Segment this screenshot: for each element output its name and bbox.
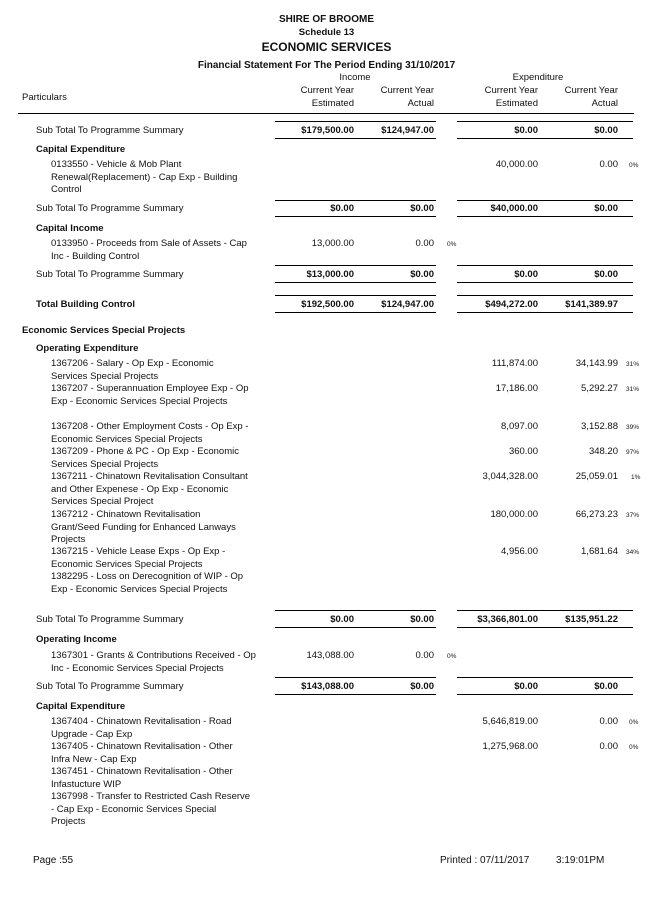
expenditure-actual: 25,059.01	[575, 471, 618, 482]
expenditure-actual: $0.00	[594, 269, 618, 280]
operating-income-heading: Operating Income	[36, 634, 117, 645]
income-actual-header: Current Year Actual	[380, 85, 434, 109]
expenditure-estimated: 8,097.00	[501, 421, 538, 432]
divider	[275, 627, 436, 628]
shire-name: SHIRE OF BROOME	[278, 14, 374, 25]
line-item-description: 1367451 - Chinatown Revitalisation - Other Infastucture WIP	[51, 766, 233, 790]
page-number: Page :55	[33, 855, 74, 866]
income-actual: 0.00	[415, 238, 434, 249]
expenditure-estimated: 17,186.00	[495, 383, 538, 394]
capital-expenditure-heading: Capital Expenditure	[36, 144, 126, 155]
subtotal-label: Sub Total To Programme Summary	[36, 614, 184, 625]
income-estimated: 13,000.00	[311, 238, 354, 249]
divider	[457, 694, 633, 695]
expenditure-actual: $0.00	[594, 203, 618, 214]
percentage: 39%	[626, 424, 640, 431]
income-actual: $0.00	[410, 203, 434, 214]
income-estimated: $13,000.00	[306, 269, 354, 280]
divider	[275, 265, 436, 266]
schedule-number: Schedule 13	[298, 27, 355, 38]
divider	[457, 627, 633, 628]
capital-expenditure-heading: Capital Expenditure	[36, 701, 126, 712]
divider	[275, 216, 436, 217]
subtotal-label: Sub Total To Programme Summary	[36, 269, 184, 280]
expenditure-actual: 1,681.64	[581, 546, 618, 557]
expenditure-actual: 66,273.23	[575, 509, 618, 520]
income-actual: $0.00	[410, 681, 434, 692]
line-item-description: 1367404 - Chinatown Revitalisation - Road Upgrade - Cap Exp	[51, 716, 232, 740]
expenditure-estimated: 4,956.00	[501, 546, 538, 557]
divider	[275, 121, 436, 122]
income-actual: 0.00	[415, 650, 434, 661]
income-estimated: 143,088.00	[306, 650, 354, 661]
divider	[457, 677, 633, 678]
expenditure-estimated: 360.00	[508, 446, 538, 457]
expenditure-actual: 0.00	[599, 716, 618, 727]
divider	[457, 282, 633, 283]
line-item-description: 1367212 - Chinatown Revitalisation Grant/Seed Funding for Enhanced Lanways Projects	[51, 509, 236, 545]
divider	[275, 312, 436, 313]
expenditure-estimated: 40,000.00	[495, 159, 538, 170]
line-item-description: 1367998 - Transfer to Restricted Cash Reserve - Cap Exp - Economic Services Special Projects	[51, 791, 251, 827]
percentage: 31%	[626, 361, 640, 368]
expenditure-actual: 348.20	[588, 446, 618, 457]
line-item-description: 1367215 - Vehicle Lease Exps - Op Exp - Economic Services Special Projects	[51, 546, 226, 570]
divider	[275, 138, 436, 139]
expenditure-estimated: 111,874.00	[491, 358, 538, 369]
operating-expenditure-heading: Operating Expenditure	[36, 343, 139, 354]
percentage: 0%	[447, 653, 457, 660]
line-item-description: 0133550 - Vehicle & Mob Plant Renewal(Replacement) - Cap Exp - Building Control	[51, 159, 238, 195]
expenditure-estimated: 3,044,328.00	[482, 471, 538, 482]
divider	[275, 610, 436, 611]
expenditure-estimated: 180,000.00	[490, 509, 538, 520]
divider	[457, 265, 633, 266]
printed-time: 3:19:01PM	[556, 855, 605, 866]
subtotal-label: Sub Total To Programme Summary	[36, 681, 184, 692]
divider	[275, 200, 436, 201]
expenditure-actual-header: Current Year Actual	[564, 85, 618, 109]
income-estimated: $0.00	[330, 614, 354, 625]
statement-title: Financial Statement For The Period Ending 31/10/2017	[197, 60, 456, 71]
expenditure-estimated: $0.00	[514, 269, 538, 280]
total-label: Total Building Control	[36, 299, 136, 310]
line-item-description: 1367209 - Phone & PC - Op Exp - Economic Services Special Projects	[51, 446, 239, 470]
income-estimated: $0.00	[330, 203, 354, 214]
income-estimated: $143,088.00	[301, 681, 354, 692]
header-divider	[18, 113, 634, 114]
divider	[457, 295, 633, 296]
percentage: 0%	[629, 719, 639, 726]
expenditure-actual: 34,143.99	[575, 358, 618, 369]
expenditure-actual: 3,152.88	[581, 421, 618, 432]
line-item-description: 1367206 - Salary - Op Exp - Economic Services Special Projects	[51, 358, 214, 382]
divider	[457, 610, 633, 611]
expenditure-actual: $135,951.22	[565, 614, 618, 625]
line-item-description: 1367207 - Superannuation Employee Exp - Op Exp - Economic Services Special Projects	[51, 383, 249, 407]
expenditure-estimated-header: Current Year Estimated	[484, 85, 538, 109]
income-group-header: Income	[339, 72, 371, 83]
income-actual: $124,947.00	[381, 299, 434, 310]
divider	[457, 138, 633, 139]
divider	[275, 295, 436, 296]
income-estimated: $179,500.00	[301, 125, 354, 136]
percentage: 0%	[629, 162, 639, 169]
percentage: 97%	[626, 449, 640, 456]
divider	[457, 121, 633, 122]
expenditure-actual: $0.00	[594, 681, 618, 692]
income-estimated-header: Current Year Estimated	[300, 85, 354, 109]
expenditure-actual: $141,389.97	[565, 299, 618, 310]
page-title: ECONOMIC SERVICES	[261, 40, 392, 54]
percentage: 34%	[626, 549, 640, 556]
section-heading: Economic Services Special Projects	[22, 325, 186, 336]
subtotal-label: Sub Total To Programme Summary	[36, 125, 184, 136]
expenditure-estimated: $494,272.00	[485, 299, 538, 310]
line-item-description: 1367301 - Grants & Contributions Received - Op Inc - Economic Services Special Projects	[51, 650, 256, 674]
subtotal-label: Sub Total To Programme Summary	[36, 203, 184, 214]
printed-date: Printed : 07/11/2017	[440, 855, 530, 866]
divider	[457, 312, 633, 313]
expenditure-estimated: 1,275,968.00	[482, 741, 538, 752]
income-actual: $0.00	[410, 614, 434, 625]
expenditure-actual: 5,292.27	[581, 383, 618, 394]
expenditure-estimated: $0.00	[514, 681, 538, 692]
expenditure-estimated: $3,366,801.00	[477, 614, 538, 625]
line-item-description: 1367208 - Other Employment Costs - Op Exp - Economic Services Special Projects	[51, 421, 249, 445]
income-estimated: $192,500.00	[301, 299, 354, 310]
percentage: 37%	[626, 512, 640, 519]
line-item-description: 0133950 - Proceeds from Sale of Assets - Cap Inc - Building Control	[51, 238, 247, 262]
capital-income-heading: Capital Income	[36, 223, 104, 234]
expenditure-group-header: Expenditure	[512, 72, 564, 83]
line-item-description: 1367211 - Chinatown Revitalisation Consultant and Other Expenese - Op Exp - Economic Services Special Project	[51, 471, 248, 507]
percentage: 31%	[626, 386, 640, 393]
expenditure-actual: 0.00	[599, 741, 618, 752]
percentage: 0%	[629, 744, 639, 751]
income-actual: $124,947.00	[381, 125, 434, 136]
expenditure-actual: $0.00	[594, 125, 618, 136]
divider	[457, 216, 633, 217]
divider	[275, 282, 436, 283]
income-actual: $0.00	[410, 269, 434, 280]
divider	[275, 677, 436, 678]
divider	[275, 694, 436, 695]
line-item-description: 1367405 - Chinatown Revitalisation - Other Infra New - Cap Exp	[51, 741, 233, 765]
percentage: 1%	[631, 474, 641, 481]
expenditure-estimated: $0.00	[514, 125, 538, 136]
expenditure-estimated: $40,000.00	[490, 203, 538, 214]
particulars-header: Particulars	[22, 92, 67, 103]
divider	[457, 200, 633, 201]
percentage: 0%	[447, 241, 457, 248]
expenditure-estimated: 5,646,819.00	[482, 716, 538, 727]
line-item-description: 1382295 - Loss on Derecognition of WIP - Op Exp - Economic Services Special Projects	[51, 571, 244, 595]
expenditure-actual: 0.00	[599, 159, 618, 170]
